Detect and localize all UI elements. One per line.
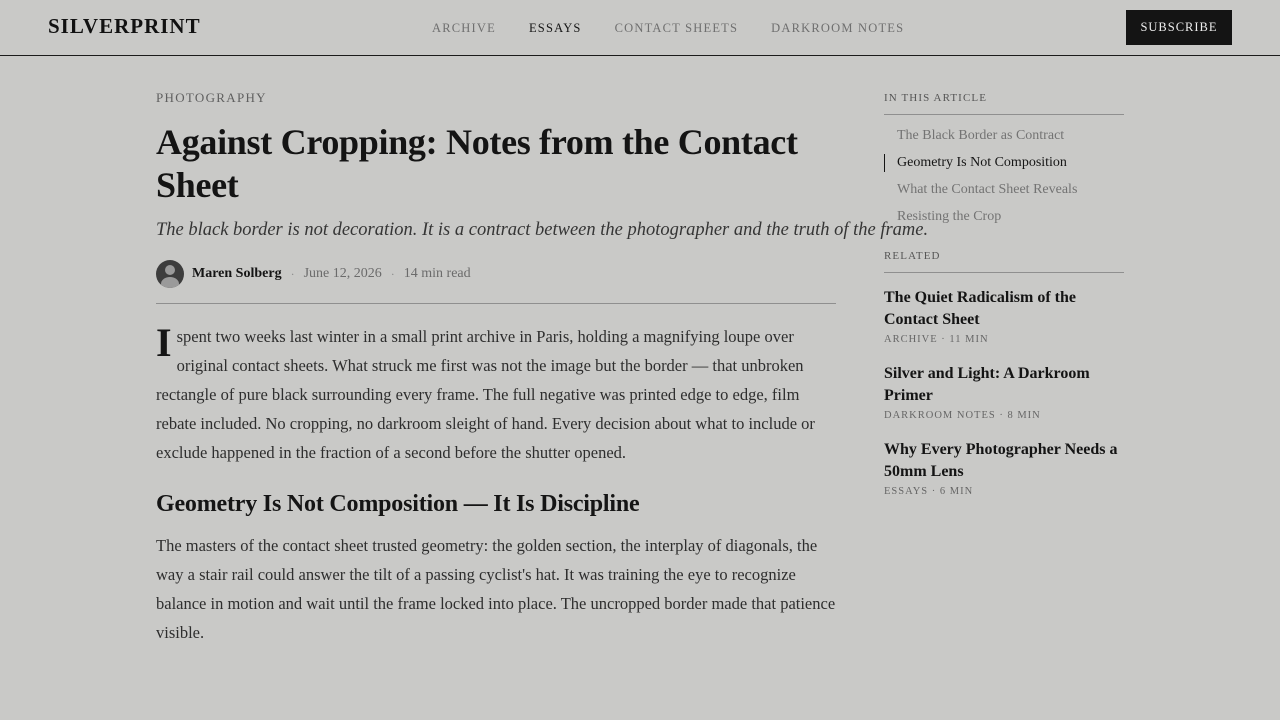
site-logo[interactable]: SILVERPRINT (48, 14, 201, 38)
related-title[interactable]: The Quiet Radicalism of the Contact Sheet (884, 289, 1076, 328)
related-list (884, 287, 1124, 497)
related-label: RELATED (884, 250, 1124, 273)
toc-label: IN THIS ARTICLE (884, 92, 1124, 115)
avatar-head-shape (165, 265, 175, 275)
avatar-shoulders-shape (161, 277, 179, 288)
related-article[interactable] (884, 439, 1124, 497)
nav-archive[interactable]: ARCHIVE (432, 21, 496, 35)
subscribe-button[interactable]: SUBSCRIBE (1126, 10, 1232, 45)
nav-darkroom-notes[interactable]: DARKROOM NOTES (771, 21, 905, 35)
related-meta: ARCHIVE · 11 MIN (884, 334, 989, 345)
read-time: 14 min read (403, 266, 471, 281)
byline (156, 259, 836, 289)
site-header (0, 0, 1280, 56)
author-name[interactable]: Maren Solberg (192, 266, 282, 281)
article-paragraph (156, 322, 836, 467)
related-title[interactable]: Why Every Photographer Needs a 50mm Lens (884, 441, 1118, 480)
related-title[interactable]: Silver and Light: A Darkroom Primer (884, 365, 1090, 404)
related-article[interactable] (884, 363, 1124, 421)
main-nav (432, 19, 933, 37)
section-heading: Geometry Is Not Composition — It Is Discipline (156, 491, 640, 517)
related-meta: ESSAYS · 6 MIN (884, 486, 974, 497)
author-avatar[interactable] (156, 260, 184, 288)
toc-item[interactable]: Resisting the Crop (897, 209, 1002, 224)
publish-date: June 12, 2026 (303, 266, 382, 281)
nav-contact-sheets[interactable]: CONTACT SHEETS (614, 21, 739, 35)
toc-item[interactable]: What the Contact Sheet Reveals (897, 182, 1078, 197)
drop-cap: I (156, 320, 172, 365)
table-of-contents (884, 127, 1124, 226)
article-title: Against Cropping: Notes from the Contact Sheet (156, 122, 798, 205)
paragraph-text: spent two weeks last winter in a small print archive in Paris, holding a magnifying loupe over original contact sheets. What struck me first was not the image but the border — that unbroken rectangle of pure black surrounding every frame. The full negative was printed edge to edge, film rebate included. No cropping, no darkroom sleight of hand. Every decision about what to include or exclude happened in the fraction of a second before the shutter opened. (156, 327, 815, 462)
related-meta: DARKROOM NOTES · 8 MIN (884, 410, 1041, 421)
nav-essays[interactable]: ESSAYS (528, 21, 582, 35)
divider (156, 303, 836, 304)
byline-separator: · (290, 266, 295, 281)
byline-separator: · (390, 266, 395, 281)
article-category[interactable]: PHOTOGRAPHY (156, 90, 267, 105)
article-paragraph: The masters of the contact sheet trusted geometry: the golden section, the interplay of diagonals, the way a stair rail could answer the tilt of a passing cyclist's hat. It was training the eye to recognize balance in motion and wait until the frame locked into place. The uncropped border made that patience visible. (156, 536, 836, 642)
toc-item[interactable]: The Black Border as Contract (897, 128, 1065, 143)
article-dek: The black border is not decoration. It is a contract between the photographer and the truth of the frame. (156, 220, 929, 240)
sidebar (884, 92, 1124, 515)
related-article[interactable] (884, 287, 1124, 345)
toc-item-active[interactable]: Geometry Is Not Composition (884, 154, 1124, 172)
